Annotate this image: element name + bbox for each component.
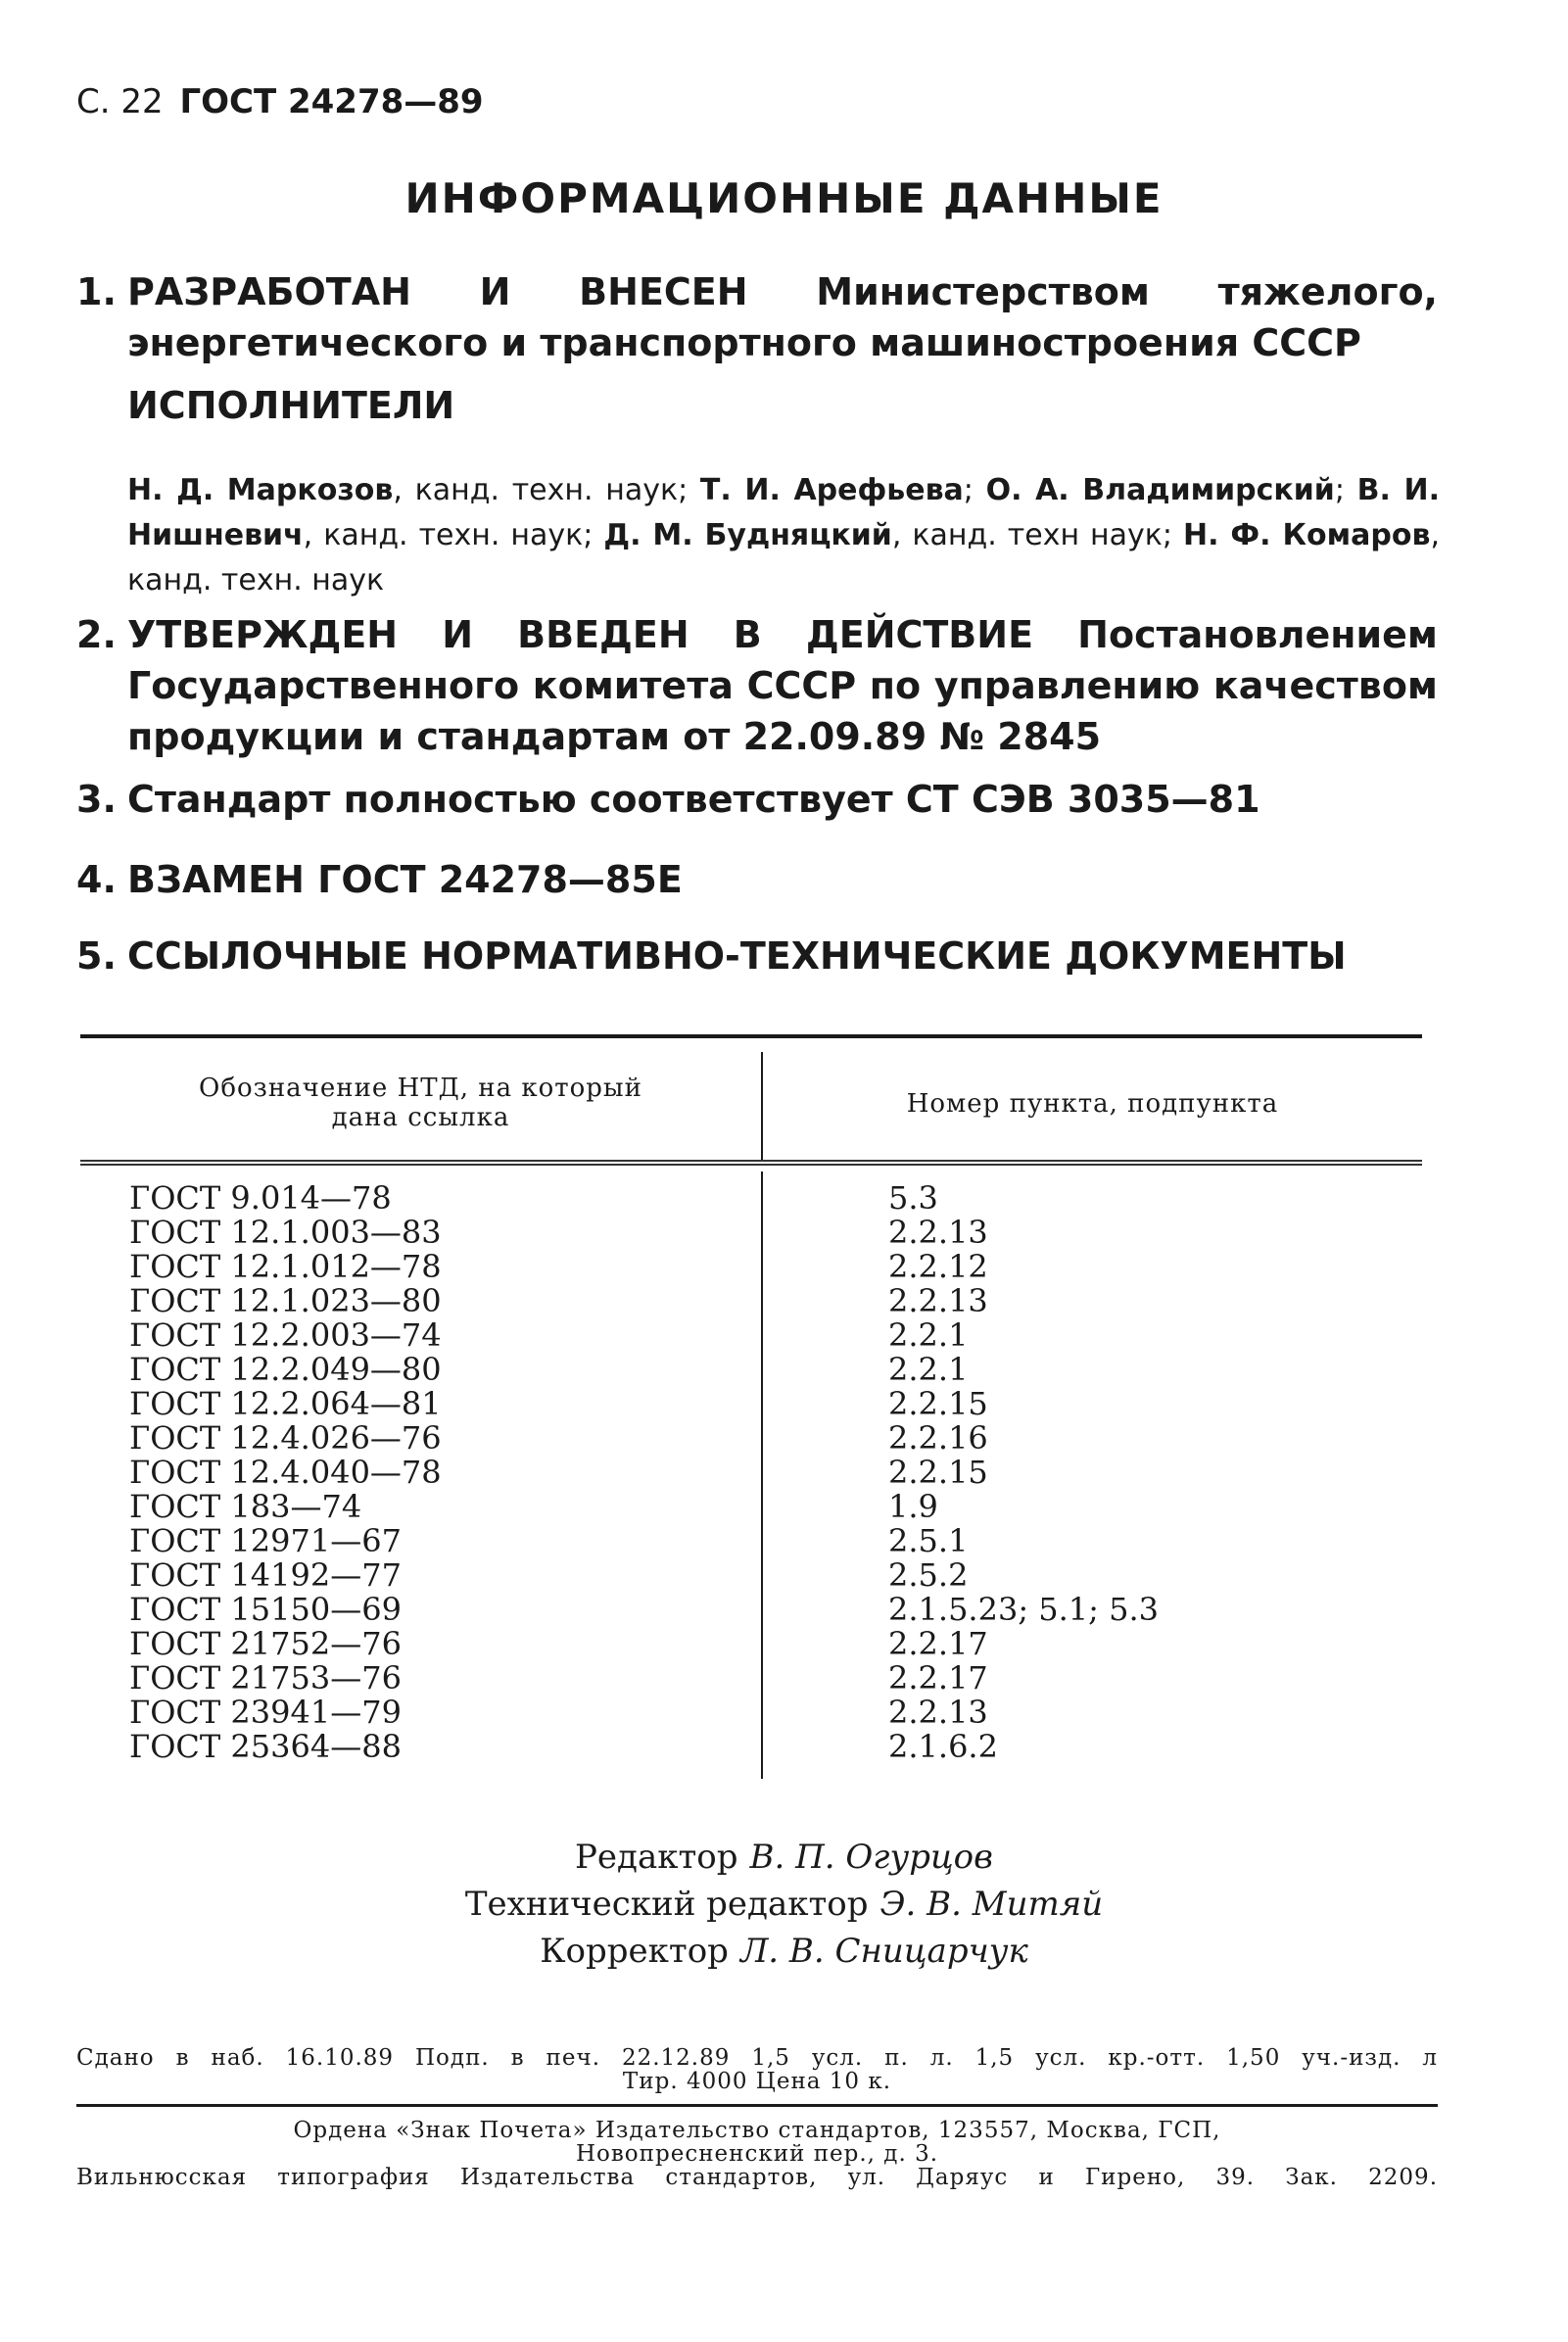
table-header-designation xyxy=(80,1074,761,1132)
item-number: 1. xyxy=(76,270,117,313)
table-row xyxy=(80,1730,1422,1764)
performer-degree: , канд. техн. наук xyxy=(127,518,1440,597)
cell-designation: ГОСТ 12.2.064—81 xyxy=(129,1385,442,1422)
cell-clause: 1.9 xyxy=(888,1488,938,1525)
cell-clause: 2.2.13 xyxy=(888,1214,988,1251)
header-line: Обозначение НТД, на который xyxy=(199,1074,642,1103)
performer-name: О. А. Владимирский xyxy=(985,473,1335,507)
cell-designation: ГОСТ 12.2.049—80 xyxy=(129,1351,442,1388)
credit-name: В. П. Огурцов xyxy=(749,1838,993,1877)
table-row xyxy=(80,1456,1422,1490)
credit-name: Л. В. Сницарчук xyxy=(739,1932,1028,1971)
performer-name: Т. И. Арефьева xyxy=(699,473,964,507)
table-header-clause: Номер пункта, подпункта xyxy=(906,1089,1279,1119)
cell-designation: ГОСТ 12.4.040—78 xyxy=(129,1454,442,1491)
table-header-rule xyxy=(80,1160,1422,1166)
performer-name: Д. М. Будняцкий xyxy=(603,518,892,552)
performers-list xyxy=(127,468,1440,603)
table-row xyxy=(80,1524,1422,1558)
performer-degree: , канд. техн. наук; xyxy=(393,473,700,507)
cell-designation: ГОСТ 15150—69 xyxy=(129,1591,402,1628)
cell-clause: 2.2.12 xyxy=(888,1248,988,1285)
table-row xyxy=(80,1387,1422,1421)
item-text xyxy=(76,266,1438,368)
item-number: 3. xyxy=(76,778,117,821)
page-title: ИНФОРМАЦИОННЫЕ ДАННЫЕ xyxy=(404,174,1164,222)
performer-name: Н. Ф. Комаров xyxy=(1183,518,1431,552)
credit-role: Технический редактор xyxy=(464,1885,869,1924)
info-item-approved xyxy=(76,609,1438,762)
cell-clause: 2.2.1 xyxy=(888,1316,969,1354)
credit-name: Э. В. Митяй xyxy=(879,1885,1104,1924)
credit-proofreader xyxy=(0,1928,1568,1975)
cell-designation: ГОСТ 14192—77 xyxy=(129,1556,402,1594)
cell-clause: 2.2.1 xyxy=(888,1351,969,1388)
cell-designation: ГОСТ 21753—76 xyxy=(129,1659,402,1697)
item-body: Министерством тяжелого, энергетического и транспортного машиностроения СССР xyxy=(127,270,1438,364)
cell-clause: 2.5.2 xyxy=(888,1556,969,1594)
cell-clause: 2.1.6.2 xyxy=(888,1728,998,1765)
cell-clause: 5.3 xyxy=(888,1179,938,1217)
item-number: 5. xyxy=(76,934,117,978)
table-row xyxy=(80,1696,1422,1730)
credit-tech-editor xyxy=(0,1881,1568,1928)
cell-clause: 2.2.13 xyxy=(888,1282,988,1319)
table-row xyxy=(80,1627,1422,1661)
table-row xyxy=(80,1318,1422,1353)
performer-degree: ; xyxy=(963,473,986,507)
performer-name: В. И. Нишневич xyxy=(127,473,1441,552)
cell-designation: ГОСТ 12971—67 xyxy=(129,1522,402,1559)
cell-clause: 2.2.13 xyxy=(888,1694,988,1731)
page-header xyxy=(76,82,484,121)
credit-editor xyxy=(0,1834,1568,1881)
cell-designation: ГОСТ 12.2.003—74 xyxy=(129,1316,442,1354)
performer-degree: , канд. техн. наук; xyxy=(303,518,604,552)
info-item-developed xyxy=(76,266,1438,368)
credit-role: Редактор xyxy=(575,1838,738,1877)
cell-designation: ГОСТ 12.1.023—80 xyxy=(129,1282,442,1319)
table-row xyxy=(80,1558,1422,1593)
item-body: Постановлением Государственного комитета СССР по управлению качеством продукции и стандартам от 22.09.89 № 2845 xyxy=(127,613,1438,758)
cell-designation: ГОСТ 183—74 xyxy=(129,1488,362,1525)
cell-designation: ГОСТ 12.4.026—76 xyxy=(129,1419,442,1457)
cell-clause: 2.1.5.23; 5.1; 5.3 xyxy=(888,1591,1159,1628)
item-text: ССЫЛОЧНЫЕ НОРМАТИВНО-ТЕХНИЧЕСКИЕ ДОКУМЕНТЫ xyxy=(127,934,1347,978)
performers-heading: ИСПОЛНИТЕЛИ xyxy=(127,384,455,427)
info-item-compliance xyxy=(76,774,1438,825)
item-text: Стандарт полностью соответствует СТ СЭВ 3035—81 xyxy=(127,778,1260,821)
page-number: С. 22 xyxy=(76,82,164,121)
cell-designation: ГОСТ 12.1.003—83 xyxy=(129,1214,442,1251)
cell-clause: 2.2.17 xyxy=(888,1625,988,1662)
table-top-rule xyxy=(80,1034,1422,1038)
table-row xyxy=(80,1421,1422,1456)
cell-designation: ГОСТ 9.014—78 xyxy=(129,1179,392,1217)
table-body xyxy=(80,1181,1422,1764)
performer-name: Н. Д. Маркозов xyxy=(127,473,394,507)
table-row xyxy=(80,1284,1422,1318)
item-number: 4. xyxy=(76,858,117,901)
cell-designation: ГОСТ 21752—76 xyxy=(129,1625,402,1662)
print-run-line: Тир. 4000 Цена 10 к. xyxy=(622,2069,892,2094)
table-row xyxy=(80,1250,1422,1284)
item-bold-lead: РАЗРАБОТАН И ВНЕСЕН xyxy=(127,270,748,313)
info-item-references xyxy=(76,931,1438,981)
cell-clause: 2.2.16 xyxy=(888,1419,988,1457)
info-item-replaces xyxy=(76,854,1438,905)
standard-code: ГОСТ 24278—89 xyxy=(179,82,484,121)
table-row xyxy=(80,1593,1422,1627)
performer-degree: ; xyxy=(1334,473,1357,507)
table-row xyxy=(80,1661,1422,1696)
cell-clause: 2.5.1 xyxy=(888,1522,969,1559)
print-info-line: Сдано в наб. 16.10.89 Подп. в печ. 22.12.89 1,5 усл. п. л. 1,5 усл. кр.-отт. 1,50 уч.-изд. л xyxy=(76,2045,1438,2071)
cell-clause: 2.2.15 xyxy=(888,1454,988,1491)
item-text: ВЗАМЕН ГОСТ 24278—85Е xyxy=(127,858,683,901)
item-text xyxy=(76,609,1438,762)
publisher-rule xyxy=(76,2104,1438,2107)
cell-clause: 2.2.17 xyxy=(888,1659,988,1697)
cell-clause: 2.2.15 xyxy=(888,1385,988,1422)
header-line: дана ссылка xyxy=(331,1103,510,1132)
credits xyxy=(0,1834,1568,1975)
table-row xyxy=(80,1490,1422,1524)
cell-designation: ГОСТ 23941—79 xyxy=(129,1694,402,1731)
table-row xyxy=(80,1216,1422,1250)
publisher-line: Ордена «Знак Почета» Издательство стандартов, 123557, Москва, ГСП, xyxy=(293,2118,1221,2143)
item-number: 2. xyxy=(76,613,117,656)
cell-designation: ГОСТ 25364—88 xyxy=(129,1728,402,1765)
table-row xyxy=(80,1353,1422,1387)
table-row xyxy=(80,1181,1422,1216)
publisher-address: Новопресненский пер., д. 3. xyxy=(575,2141,939,2167)
credit-role: Корректор xyxy=(540,1932,729,1971)
item-bold-lead: УТВЕРЖДЕН И ВВЕДЕН В ДЕЙСТВИЕ xyxy=(127,613,1034,656)
printer-line: Вильнюсская типография Издательства стандартов, ул. Даряус и Гирено, 39. Зак. 2209. xyxy=(76,2165,1438,2190)
performer-degree: , канд. техн наук; xyxy=(891,518,1184,552)
cell-designation: ГОСТ 12.1.012—78 xyxy=(129,1248,442,1285)
